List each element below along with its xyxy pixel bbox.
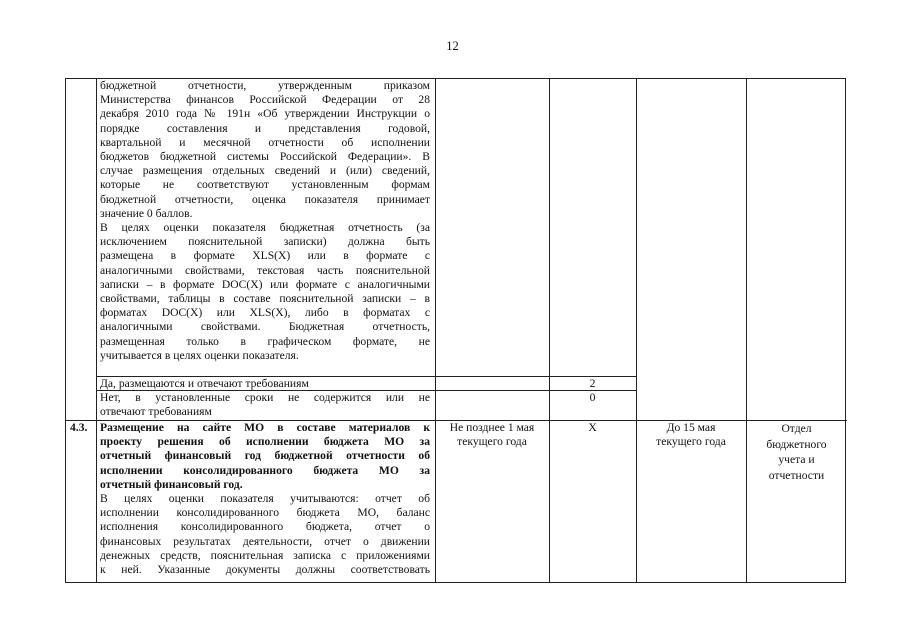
responsible-unit-cell: Отдел бюджетного учета и отчетности [766,422,827,482]
criteria-table [65,78,846,583]
monitoring-date-cell: До 15 мая текущего года [656,421,726,449]
criterion-number: 4.3. [70,421,88,434]
deadline-cell: Не позднее 1 мая текущего года [449,421,535,449]
column-divider [96,79,97,582]
answer-option-no: Нет, в установленные сроки не содержится или не отвечают требованиям [100,391,430,419]
column-divider [435,79,436,582]
criterion-description-continued: бюджетной отчетности, утвержденным приказом Министерства финансов Российской Федерации от 28 декабря 2010 года № 191н «Об утверждении Инструкции о порядке составления и представления годовой, квартальной и месячной отчетности об исполнении бюджетов бюджетной системы Российской Федерации». В случае размещения отдельных сведений и (или) сведений, которые не соответствуют установленным формам бюджетной отчетности, оценка показателя принимает значение 0 баллов. В целях оценки показателя бюджетная отчетность (за исключением пояснительной записки) должна быть размещена в формате XLS(X) или в формате с аналогичными свойствами, текстовая часть пояснительной записки – в формате DOC(X) или формате с аналогичными свойствами, таблицы в составе пояснительной записки – в форматах DOC(X) или XLS(X), либо в форматах с аналогичными свойствами. Бюджетная отчетность, размещенная только в графическом формате, не учитывается в целях оценки показателя. [100,79,430,362]
criterion-description: Размещение на сайте МО в составе материалов к проекту решения об исполнении бюджета МО за отчетный финансовый год бюджетной отчетности об исполнении консолидированного бюджета МО за отчетный финансовый год. В целях оценки показателя учитываются: отчет об исполнении консолидированного бюджета МО, баланс исполнения консолидированного бюджета, отчет о финансовых результатах деятельности, отчет о движении денежных средств, пояснительная записка с приложениями к ней. Указанные документы должны соответствовать [100,421,430,577]
column-divider [636,79,637,582]
column-divider [746,79,747,582]
score-no: 0 [589,391,596,404]
answer-option-yes: Да, размещаются и отвечают требованиям [100,377,309,390]
score-cell: Х [588,421,597,434]
score-yes: 2 [589,377,596,390]
column-divider [549,79,550,582]
page-number: 12 [446,39,459,53]
